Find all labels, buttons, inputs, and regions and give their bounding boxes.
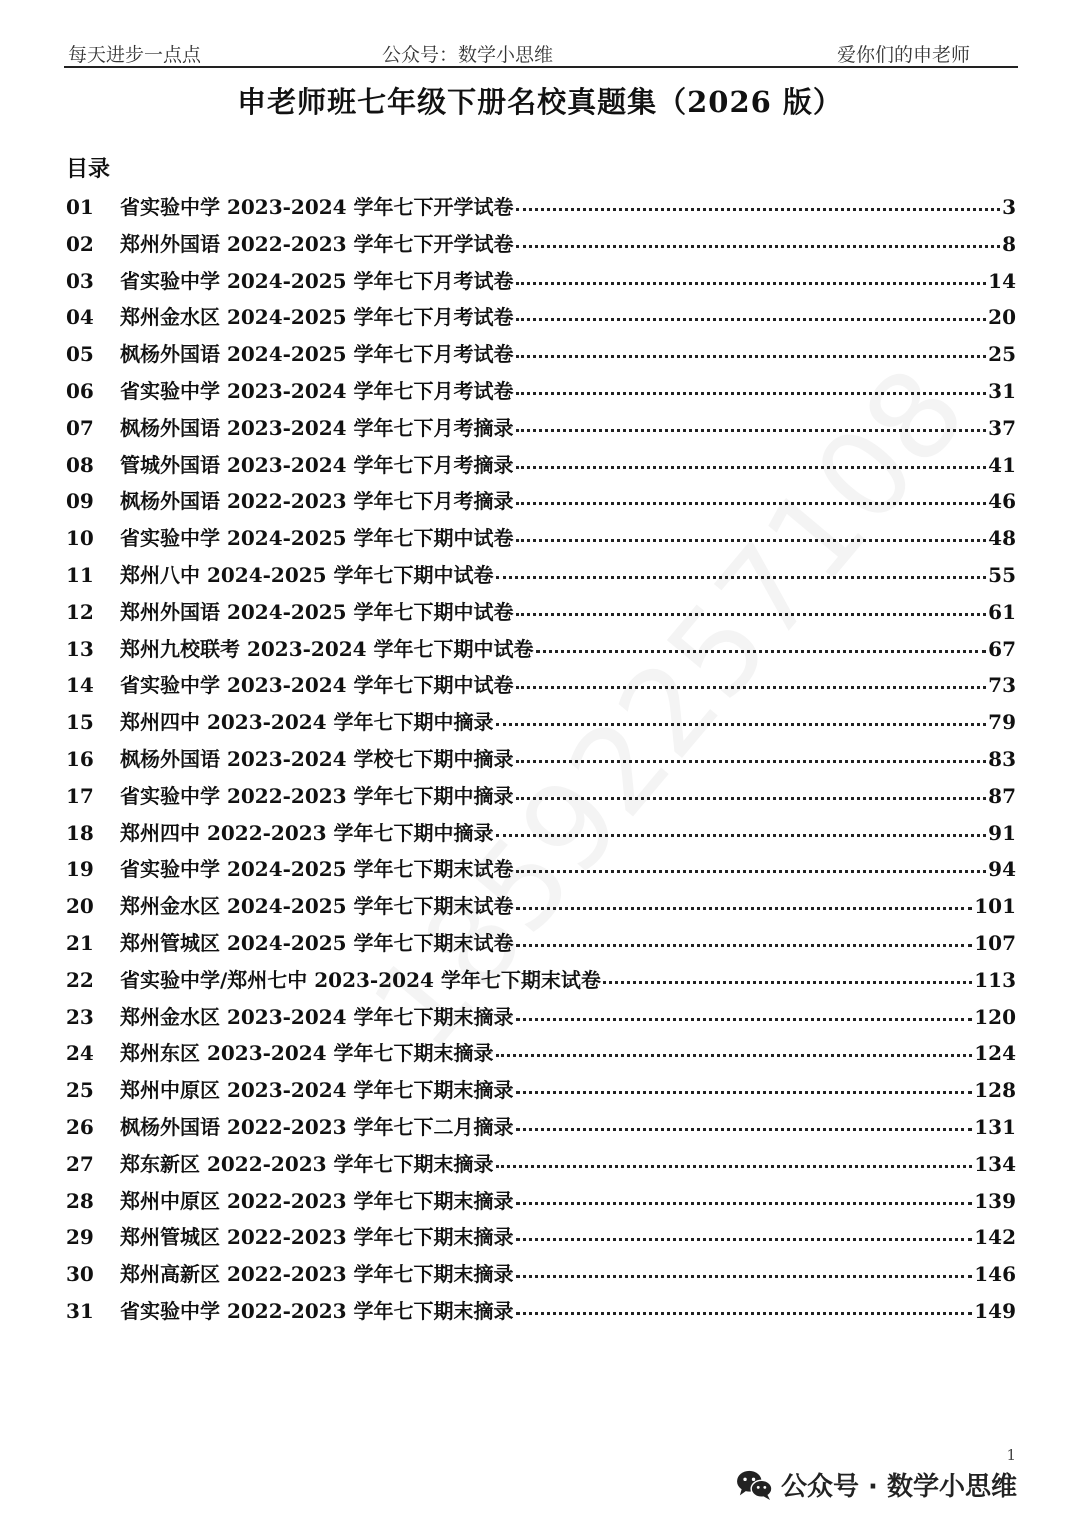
toc-entry-page: 134 bbox=[974, 1151, 1016, 1176]
toc-entry-title: 郑州八中 2024-2025 学年七下期中试卷 bbox=[120, 562, 494, 587]
toc-dot-leader bbox=[516, 208, 1001, 211]
toc-entry-title: 枫杨外国语 2023-2024 学校七下期中摘录 bbox=[120, 746, 514, 771]
toc-entry-title: 郑州四中 2022-2023 学年七下期中摘录 bbox=[120, 820, 494, 845]
toc-entry[interactable] bbox=[66, 485, 1016, 522]
toc-dot-leader bbox=[516, 355, 987, 358]
toc-entry-page: 124 bbox=[974, 1041, 1016, 1066]
toc-entry-page: 83 bbox=[988, 746, 1016, 771]
toc-entry-page: 37 bbox=[988, 415, 1016, 440]
toc-entry[interactable] bbox=[66, 191, 1016, 228]
toc-entry[interactable] bbox=[66, 301, 1016, 338]
toc-entry-page: 61 bbox=[988, 599, 1016, 624]
toc-entry-page: 113 bbox=[974, 967, 1016, 992]
header-left-text: 每天进步一点点 bbox=[68, 44, 202, 66]
toc-entry-page: 94 bbox=[988, 857, 1016, 882]
toc-entry[interactable] bbox=[66, 669, 1016, 706]
toc-entry[interactable] bbox=[66, 228, 1016, 265]
toc-dot-leader bbox=[516, 245, 1001, 248]
toc-dot-leader bbox=[496, 723, 987, 726]
toc-entry[interactable] bbox=[66, 1037, 1016, 1074]
toc-entry-title: 枫杨外国语 2022-2023 学年七下二月摘录 bbox=[120, 1114, 514, 1139]
toc-entry-number: 18 bbox=[66, 820, 94, 845]
toc-entry-number: 25 bbox=[66, 1078, 94, 1103]
toc-entry-page: 87 bbox=[988, 783, 1016, 808]
toc-entry-page: 3 bbox=[1002, 195, 1016, 219]
toc-entry-number: 14 bbox=[66, 673, 94, 698]
toc-entry-title: 郑州外国语 2024-2025 学年七下期中试卷 bbox=[120, 599, 514, 624]
toc-heading: 目录 bbox=[66, 156, 111, 182]
toc-dot-leader bbox=[516, 1128, 973, 1131]
toc-entry-page: 25 bbox=[988, 342, 1016, 367]
toc-entry[interactable] bbox=[66, 375, 1016, 412]
toc-entry-title: 郑州金水区 2023-2024 学年七下期末摘录 bbox=[120, 1004, 514, 1029]
toc-entry[interactable] bbox=[66, 817, 1016, 854]
toc-entry-title: 省实验中学/郑州七中 2023-2024 学年七下期末试卷 bbox=[120, 967, 601, 992]
toc-dot-leader bbox=[516, 760, 987, 763]
toc-entry-number: 03 bbox=[66, 268, 94, 293]
toc-dot-leader bbox=[516, 1018, 973, 1021]
toc-entry-page: 67 bbox=[988, 636, 1016, 661]
toc-entry-number: 13 bbox=[66, 636, 94, 661]
toc-entry-number: 05 bbox=[66, 342, 94, 367]
toc-entry[interactable] bbox=[66, 1185, 1016, 1222]
toc-entry-number: 23 bbox=[66, 1004, 94, 1029]
toc-entry-page: 79 bbox=[988, 710, 1016, 735]
toc-entry-number: 04 bbox=[66, 305, 94, 330]
toc-entry-page: 101 bbox=[974, 894, 1016, 919]
toc-entry-title: 郑州东区 2023-2024 学年七下期末摘录 bbox=[120, 1041, 494, 1066]
toc-entry-title: 郑州中原区 2022-2023 学年七下期末摘录 bbox=[120, 1188, 514, 1213]
toc-entry-number: 26 bbox=[66, 1114, 94, 1139]
toc-entry-page: 146 bbox=[974, 1262, 1016, 1287]
toc-entry-page: 120 bbox=[974, 1004, 1016, 1029]
toc-entry[interactable] bbox=[66, 265, 1016, 302]
toc-entry-title: 省实验中学 2024-2025 学年七下期末试卷 bbox=[120, 857, 514, 882]
toc-dot-leader bbox=[516, 539, 987, 542]
footer-brand bbox=[735, 1466, 1017, 1503]
toc-entry-page: 31 bbox=[988, 378, 1016, 403]
toc-entry[interactable] bbox=[66, 449, 1016, 486]
toc-entry-page: 20 bbox=[988, 305, 1016, 330]
toc-entry-title: 郑州高新区 2022-2023 学年七下期末摘录 bbox=[120, 1262, 514, 1287]
toc-entry-title: 管城外国语 2023-2024 学年七下月考摘录 bbox=[120, 452, 514, 477]
toc-entry-page: 149 bbox=[974, 1298, 1016, 1323]
toc-entry-title: 省实验中学 2024-2025 学年七下月考试卷 bbox=[120, 268, 514, 293]
toc-dot-leader bbox=[496, 834, 987, 837]
toc-entry[interactable] bbox=[66, 927, 1016, 964]
toc-entry-number: 28 bbox=[66, 1188, 94, 1213]
toc-entry-number: 30 bbox=[66, 1262, 94, 1287]
toc-dot-leader bbox=[516, 282, 987, 285]
toc-entry[interactable] bbox=[66, 1074, 1016, 1111]
toc-entry[interactable] bbox=[66, 964, 1016, 1001]
toc-entry-number: 24 bbox=[66, 1041, 94, 1066]
toc-dot-leader bbox=[516, 318, 987, 321]
toc-entry[interactable] bbox=[66, 743, 1016, 780]
toc-entry[interactable] bbox=[66, 706, 1016, 743]
toc-entry-number: 07 bbox=[66, 415, 94, 440]
toc-entry-number: 16 bbox=[66, 746, 94, 771]
toc-dot-leader bbox=[516, 429, 987, 432]
toc-entry-number: 21 bbox=[66, 930, 94, 955]
toc-entry[interactable] bbox=[66, 559, 1016, 596]
toc-entry-page: 73 bbox=[988, 673, 1016, 698]
toc-entry-title: 省实验中学 2023-2024 学年七下月考试卷 bbox=[120, 378, 514, 403]
toc-entry[interactable] bbox=[66, 1148, 1016, 1185]
toc-dot-leader bbox=[516, 686, 987, 689]
toc-dot-leader bbox=[603, 981, 972, 984]
toc-entry-number: 09 bbox=[66, 489, 94, 514]
toc-dot-leader bbox=[516, 870, 987, 873]
toc-entry-title: 郑东新区 2022-2023 学年七下期末摘录 bbox=[120, 1151, 494, 1176]
toc-entry[interactable] bbox=[66, 1111, 1016, 1148]
toc-entry-number: 29 bbox=[66, 1225, 94, 1250]
toc-entry-title: 枫杨外国语 2022-2023 学年七下月考摘录 bbox=[120, 489, 514, 514]
toc-entry-number: 17 bbox=[66, 783, 94, 808]
toc-entry-title: 省实验中学 2023-2024 学年七下开学试卷 bbox=[120, 195, 514, 219]
toc-entry-number: 31 bbox=[66, 1298, 94, 1323]
toc-entry-title: 郑州管城区 2022-2023 学年七下期末摘录 bbox=[120, 1225, 514, 1250]
toc-entry-title: 省实验中学 2022-2023 学年七下期中摘录 bbox=[120, 783, 514, 808]
toc-dot-leader bbox=[516, 1091, 973, 1094]
toc-entry[interactable] bbox=[66, 780, 1016, 817]
toc-entry-number: 06 bbox=[66, 378, 94, 403]
toc-dot-leader bbox=[516, 613, 987, 616]
toc-entry[interactable] bbox=[66, 1221, 1016, 1258]
toc-entry-page: 131 bbox=[974, 1114, 1016, 1139]
header-right-text: 爱你们的申老师 bbox=[836, 44, 970, 66]
toc-dot-leader bbox=[496, 576, 987, 579]
toc-entry-title: 省实验中学 2023-2024 学年七下期中试卷 bbox=[120, 673, 514, 698]
toc-entry-page: 14 bbox=[988, 268, 1016, 293]
toc-dot-leader bbox=[516, 944, 973, 947]
toc-entry-number: 08 bbox=[66, 452, 94, 477]
toc-entry[interactable] bbox=[66, 338, 1016, 375]
toc-entry-page: 142 bbox=[974, 1225, 1016, 1250]
toc-entry-number: 19 bbox=[66, 857, 94, 882]
toc-entry-page: 91 bbox=[988, 820, 1016, 845]
toc-entry-number: 20 bbox=[66, 894, 94, 919]
toc-dot-leader bbox=[516, 502, 987, 505]
toc-entry-title: 省实验中学 2024-2025 学年七下期中试卷 bbox=[120, 526, 514, 551]
toc-entry-title: 郑州四中 2023-2024 学年七下期中摘录 bbox=[120, 710, 494, 735]
table-of-contents bbox=[66, 191, 1016, 1332]
toc-entry-title: 省实验中学 2022-2023 学年七下期末摘录 bbox=[120, 1298, 514, 1323]
toc-entry[interactable] bbox=[66, 596, 1016, 633]
toc-entry-page: 46 bbox=[988, 489, 1016, 514]
toc-entry-title: 郑州金水区 2024-2025 学年七下期末试卷 bbox=[120, 894, 514, 919]
toc-dot-leader bbox=[516, 797, 987, 800]
toc-entry-title: 郑州金水区 2024-2025 学年七下月考试卷 bbox=[120, 305, 514, 330]
toc-dot-leader bbox=[516, 1312, 973, 1315]
toc-entry-number: 02 bbox=[66, 231, 94, 256]
toc-entry[interactable] bbox=[66, 412, 1016, 449]
toc-entry-title: 郑州外国语 2022-2023 学年七下开学试卷 bbox=[120, 231, 514, 256]
toc-entry-page: 107 bbox=[974, 930, 1016, 955]
toc-entry-number: 27 bbox=[66, 1151, 94, 1176]
wechat-icon bbox=[735, 1469, 773, 1501]
toc-entry-page: 55 bbox=[988, 562, 1016, 587]
toc-entry-number: 01 bbox=[66, 195, 94, 219]
toc-entry-page: 128 bbox=[974, 1078, 1016, 1103]
document-title: 申老师班七年级下册名校真题集（2026 版） bbox=[237, 85, 843, 119]
toc-entry-title: 枫杨外国语 2024-2025 学年七下月考试卷 bbox=[120, 342, 514, 367]
toc-dot-leader bbox=[516, 1238, 973, 1241]
toc-entry-number: 12 bbox=[66, 599, 94, 624]
toc-entry-page: 48 bbox=[988, 526, 1016, 551]
toc-entry[interactable] bbox=[66, 1001, 1016, 1038]
toc-entry[interactable] bbox=[66, 853, 1016, 890]
toc-entry[interactable] bbox=[66, 1258, 1016, 1295]
header-center-text: 公众号：数学小思维 bbox=[382, 44, 554, 66]
toc-dot-leader bbox=[516, 466, 987, 469]
toc-entry-page: 139 bbox=[974, 1188, 1016, 1213]
toc-dot-leader bbox=[516, 907, 973, 910]
toc-entry-page: 41 bbox=[988, 452, 1016, 477]
toc-entry-page: 8 bbox=[1002, 231, 1016, 256]
toc-entry-number: 15 bbox=[66, 710, 94, 735]
toc-entry[interactable] bbox=[66, 1295, 1016, 1332]
toc-dot-leader bbox=[496, 1165, 973, 1168]
page-header bbox=[64, 38, 1018, 68]
toc-dot-leader bbox=[496, 1054, 973, 1057]
toc-dot-leader bbox=[516, 1202, 973, 1205]
toc-entry-title: 枫杨外国语 2023-2024 学年七下月考摘录 bbox=[120, 415, 514, 440]
toc-entry-number: 22 bbox=[66, 967, 94, 992]
page-number: 1 bbox=[1006, 1446, 1016, 1464]
toc-entry[interactable] bbox=[66, 890, 1016, 927]
toc-entry-number: 11 bbox=[66, 562, 94, 587]
toc-entry-number: 10 bbox=[66, 526, 94, 551]
toc-dot-leader bbox=[516, 392, 987, 395]
toc-entry-title: 郑州九校联考 2023-2024 学年七下期中试卷 bbox=[120, 636, 534, 661]
toc-entry-title: 郑州中原区 2023-2024 学年七下期末摘录 bbox=[120, 1078, 514, 1103]
toc-entry-title: 郑州管城区 2024-2025 学年七下期末试卷 bbox=[120, 930, 514, 955]
toc-entry[interactable] bbox=[66, 522, 1016, 559]
footer-brand-text: 公众号 · 数学小思维 bbox=[781, 1472, 1017, 1502]
toc-entry[interactable] bbox=[66, 633, 1016, 670]
toc-dot-leader bbox=[516, 1275, 973, 1278]
toc-dot-leader bbox=[536, 650, 987, 653]
